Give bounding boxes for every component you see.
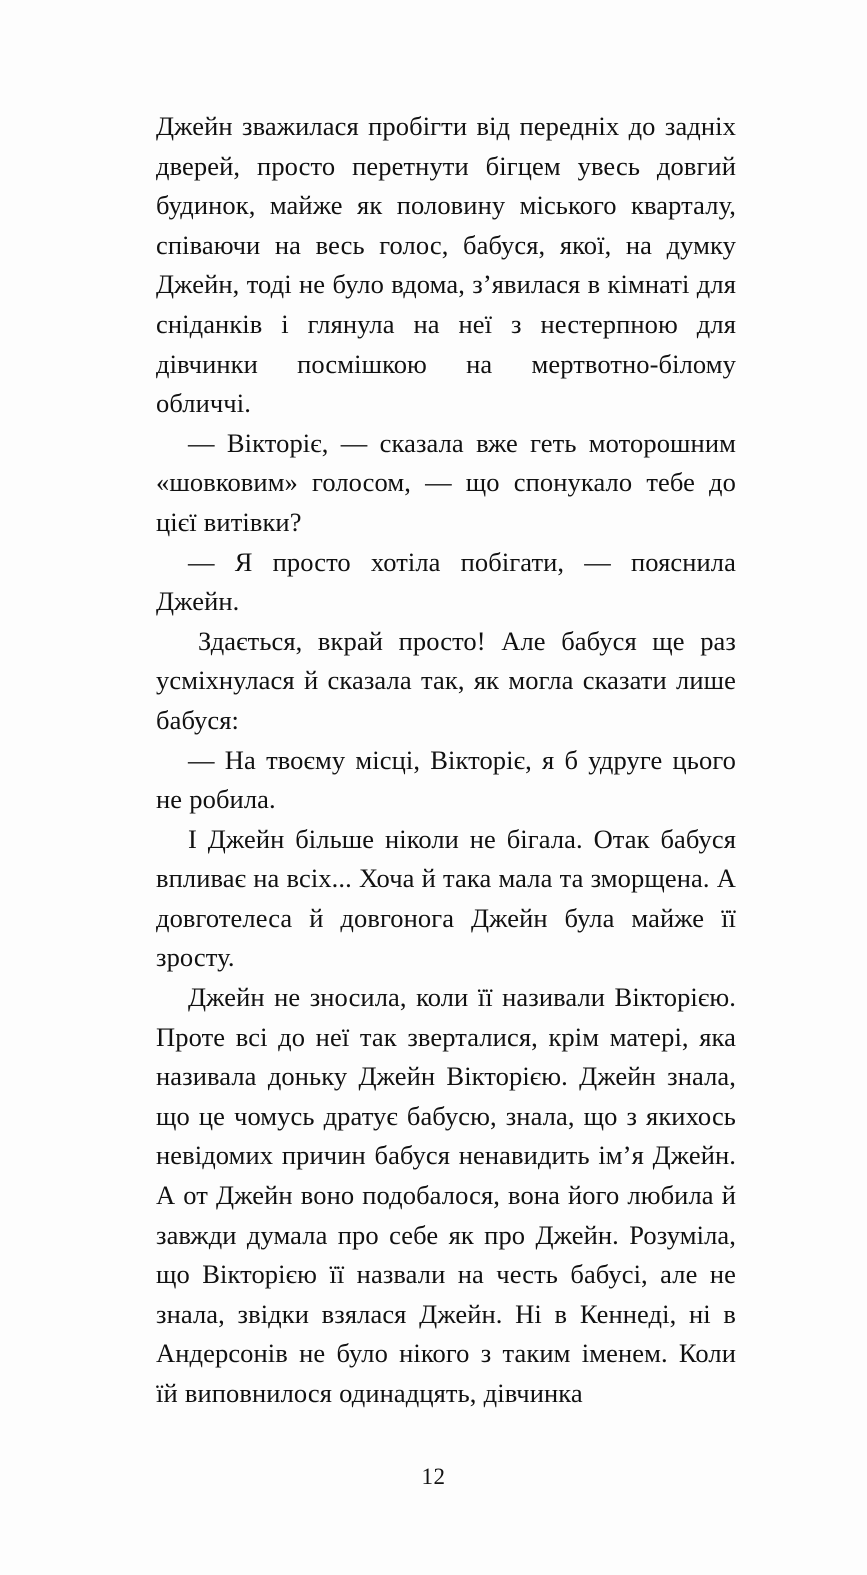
paragraph-dialogue: — Я просто хотіла побігати, — пояснила Джейн.	[156, 546, 736, 617]
body-text-column	[156, 107, 736, 1414]
paragraph: І Джейн більше ніколи не бігала. Отак бабуся впливає на всіх... Хоча й така мала та зморщена. А довготелеса й довгонога Джейн була майже її зросту.	[156, 823, 736, 973]
paragraph-dialogue: — На твоєму місці, Вікторіє, я б удруге цього не робила.	[156, 744, 736, 815]
paragraph: Здається, вкрай просто! Але бабуся ще раз усміхнулася й сказала так, як могла сказати лише бабуся:	[156, 625, 736, 735]
paragraph-dialogue: — Вікторіє, — сказала вже геть моторошним «шовковим» голосом, — що спонукало тебе до цієї витівки?	[156, 427, 736, 537]
page-number: 12	[421, 1464, 446, 1489]
paragraph: Джейн не зносила, коли її називали Вікторією. Проте всі до неї так зверталися, крім матері, яка називала доньку Джейн Вікторією. Джейн знала, що це чомусь дратує бабусю, знала, що з якихось невідомих причин бабуся ненавидить ім’я Джейн. А от Джейн воно подобалося, вона його любила й завжди думала про себе як про Джейн. Розуміла, що Вікторією її назвали на честь бабусі, але не знала, звідки взялася Джейн. Ні в Кеннеді, ні в Андерсонів не було нікого з таким іменем. Коли їй виповнилося одинадцять, дівчинка	[156, 982, 736, 1408]
paragraph: Джейн зважилася пробігти від передніх до задніх дверей, просто перетнути бігцем увесь довгий будинок, майже як половину міського кварталу, співаючи на весь голос, бабуся, якої, на думку Джейн, тоді не було вдома, з’явилася в кімнаті для сніданків і глянула на неї з нестерпною для дівчинки посмішкою на мертвотно-білому обличчі.	[156, 111, 736, 419]
